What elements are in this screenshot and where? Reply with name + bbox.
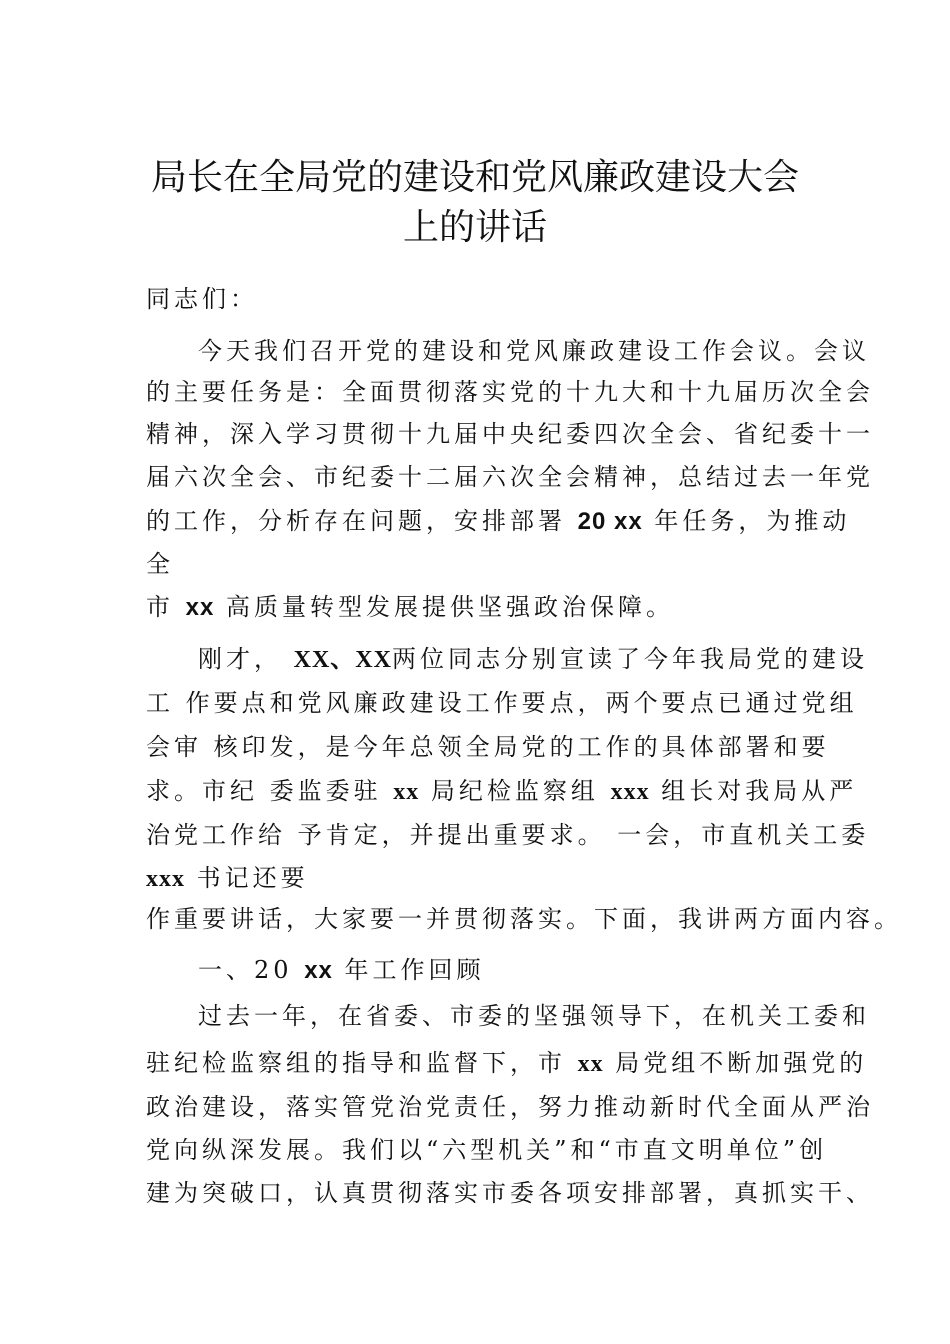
- paragraph-1-line-1: 今天我们召开党的建设和党风廉政建设工作会议。会议: [198, 337, 870, 365]
- name-placeholder: XX、XX: [293, 647, 392, 673]
- text-run: 驻纪检监察组的指导和监督下，市: [146, 1049, 566, 1077]
- paragraph-2-line-6: [146, 862, 309, 895]
- name-placeholder: xxx: [610, 779, 650, 805]
- text-run: 书记还要: [196, 864, 309, 892]
- name-placeholder: xxx: [146, 866, 185, 892]
- text-run: 市: [146, 593, 174, 621]
- text-run: 年任务，为推动: [654, 507, 851, 535]
- paragraph-3-line-4: 党向纵深发展。我们以“六型机关”和“市直文明单位”创: [146, 1136, 828, 1164]
- text-run: 年工作回顾: [344, 956, 485, 984]
- paragraph-2-line-5: 治党工作给 予肯定，并提出重要求。 一会，市直机关工委: [146, 821, 870, 849]
- paragraph-3-line-1: 过去一年，在省委、市委的坚强领导下，在机关工委和: [198, 1002, 870, 1030]
- bureau-placeholder: xx: [577, 1051, 604, 1077]
- paragraph-3-line-2: [146, 1047, 867, 1080]
- text-run: 局纪检监察组: [430, 777, 599, 805]
- title-line-1: 局长在全局党的建设和党风廉政建设大会: [150, 157, 799, 198]
- paragraph-3-line-3: 政治建设，落实管党治党责任，努力推动新时代全面从严治: [146, 1093, 874, 1121]
- title-line-2: 上的讲话: [402, 207, 547, 248]
- city-placeholder: xx: [185, 594, 215, 621]
- paragraph-2-line-7: 作重要讲话，大家要一并贯彻落实。下面，我讲两方面内容。: [146, 905, 902, 933]
- paragraph-1-line-3: 精神，深入学习贯彻十九届中央纪委四次全会、省纪委十一: [146, 420, 874, 448]
- year-placeholder: xx: [304, 957, 333, 984]
- paragraph-1-line-6: 全: [146, 550, 174, 578]
- paragraph-2-line-2: 工 作要点和党风廉政建设工作要点，两个要点已通过党组: [146, 689, 858, 717]
- paragraph-3-line-5: 建为突破口，认真贯彻落实市委各项安排部署，真抓实干、: [146, 1179, 874, 1207]
- text-run: 刚才，: [198, 645, 282, 673]
- text-run: 两位同志分别宣读了今年我局党的建设: [391, 645, 868, 673]
- year-placeholder: 20 xx: [577, 508, 643, 535]
- paragraph-2-line-1: [198, 643, 868, 676]
- paragraph-2-line-4: [146, 775, 857, 808]
- text-run: 高质量转型发展提供坚强政治保障。: [225, 593, 674, 621]
- text-run: 的工作，分析存在问题，安排部署: [146, 507, 566, 535]
- paragraph-1-line-7: [146, 591, 674, 624]
- salutation: 同志们：: [146, 285, 258, 313]
- paragraph-1-line-4: 届六次全会、市纪委十二届六次全会精神，总结过去一年党: [146, 463, 874, 491]
- paragraph-1-line-5: [146, 505, 850, 538]
- text-run: 一、20: [198, 956, 293, 984]
- text-run: 求。市纪 委监委驻: [146, 777, 382, 805]
- paragraph-1-line-2: 的主要任务是：全面贯彻落实党的十九大和十九届历次全会: [146, 378, 874, 406]
- paragraph-2-line-3: 会审 核印发，是今年总领全局党的工作的具体部署和要: [146, 733, 830, 761]
- section-heading: [198, 954, 485, 987]
- text-run: 组长对我局从严: [661, 777, 858, 805]
- text-run: 局党组不断加强党的: [615, 1049, 868, 1077]
- bureau-placeholder: xx: [393, 779, 420, 805]
